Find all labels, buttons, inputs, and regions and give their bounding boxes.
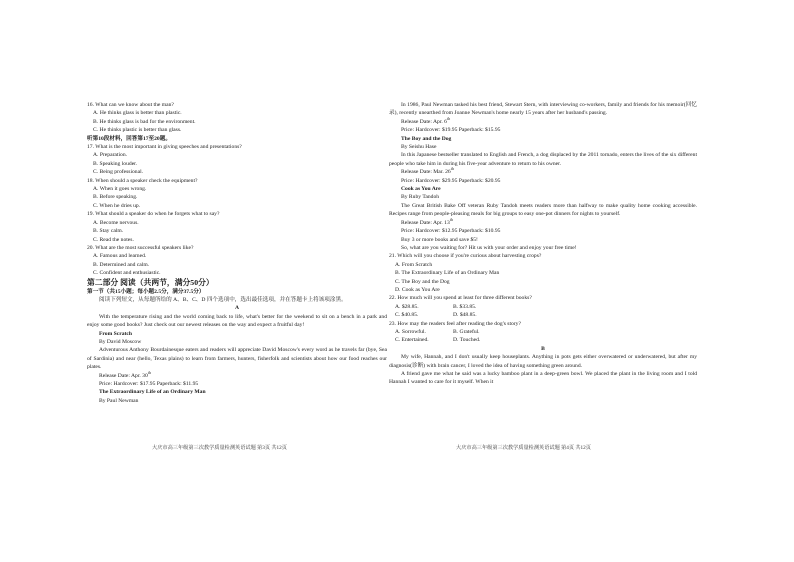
info-line: Release Date: Mar. 26th: [401, 166, 454, 176]
answer-option: B. He thinks glass is bad for the environment.: [93, 118, 196, 125]
info-line: Release Date: Apr. 6th: [401, 115, 451, 125]
book-title: The Extraordinary Life of an Ordinary Man: [99, 389, 206, 396]
question-stem: 16. What can we know about the man?: [87, 102, 174, 108]
answer-option: C. Being professional.: [93, 169, 144, 176]
book-title: From Scratch: [99, 330, 132, 337]
info-line: Price: Hardcover: $29.95 Paperback: $20.95: [401, 177, 501, 184]
answer-option: C. The Boy and the Dog: [395, 278, 450, 285]
answer-option: A. Become nervous.: [93, 219, 139, 226]
info-line: By David Moscow: [99, 338, 142, 345]
answer-option-row: [389, 303, 697, 311]
info-line: So, what are you waiting for? Hit us with your order and enjoy your free time!: [401, 244, 577, 251]
answer-option: C. $40.85.: [395, 312, 419, 319]
info-line: Release Date: Apr. 30th: [99, 369, 151, 379]
answer-option: A. Preparation.: [93, 152, 128, 159]
section-instruction: 听第10段材料，回答第17至20题。: [87, 135, 171, 142]
answer-option: D. Cook as You Are: [395, 286, 440, 293]
paragraph: A friend gave me what he said was a lucky bamboo plant in a deep-green bowl. We placed the plant in the living room and I told Hannah I wanted to care for it myself. When it: [389, 371, 697, 386]
paragraph: My wife, Hannah, and I don't usually keep houseplants. Anything in pots gets either overwatered or underwatered, but after my diagnosis(诊断) with brain cancer, I loved the idea of having something green around.: [389, 354, 697, 369]
paragraph: In this Japanese bestseller translated to English and French, a dog displaced by the 2011 tornado, enters the lives of the six different people who take him in during his five-year adventure to return to his owner.: [389, 152, 697, 167]
answer-option: C. Entertained.: [395, 337, 429, 344]
answer-option: B. The Extraordinary Life of an Ordinary Man: [395, 270, 500, 277]
paragraph: 阅读下列短文，从每题所给的 A、B、C、D 四个选项中，选出最佳选项，并在答题卡上将该项涂黑。: [99, 296, 347, 303]
book-title: Cook as You Are: [401, 186, 441, 193]
answer-option: A. When it goes wrong.: [93, 186, 147, 193]
left-page-footer: 大庆市高三年级第三次教学质量检测英语试题 第3页 共12页: [152, 445, 287, 451]
answer-option: C. He thinks plastic is better than glass.: [93, 127, 182, 134]
part-heading: 第二部分 阅读（共两节，满分50分）: [87, 277, 214, 287]
info-line: Buy 3 or more books and save $5!: [401, 236, 478, 243]
question-stem: 23. How may the readers feel after reading the dog's story?: [389, 320, 521, 327]
answer-option: B. $33.85.: [453, 303, 477, 310]
answer-option: C. When he dries up.: [93, 202, 141, 209]
answer-option: A. Famous and learned.: [93, 253, 147, 260]
info-line: By Ruby Tandoh: [401, 194, 440, 201]
left-page-column: [87, 101, 387, 405]
passage-label: B: [541, 345, 545, 352]
question-stem: 19. What should a speaker do when he forgets what to say?: [87, 211, 220, 218]
section-instruction: 第一节（共15小题；每小题2.5分，满分37.5分）: [87, 288, 205, 295]
answer-option-row: [389, 311, 697, 319]
answer-option: B. Speaking louder.: [93, 160, 138, 167]
book-title: The Boy and the Dog: [401, 135, 452, 142]
answer-option: A. Sorrowful.: [395, 328, 426, 335]
answer-option: A. From Scratch: [395, 261, 433, 268]
answer-option: C. Confident and enthusiastic.: [93, 270, 161, 277]
info-line: Release Date: Apr. 13th: [401, 216, 453, 226]
paragraph: In 1986, Paul Newman tasked his best friend, Stewart Stern, with interviewing co-workers, family and friends for his memoir(回忆录), recently unearthed from Joanne Newman's home nearly 15 years after her husband's passing.: [389, 102, 697, 117]
question-stem: 22. How much will you spend at least for three different books?: [389, 295, 532, 302]
question-stem: 20. What are the most successful speakers like?: [87, 244, 194, 251]
answer-option-row: [389, 336, 697, 344]
paragraph: The Great British Bake Off veteran Ruby Tandoh meets readers more than halfway to make quality home cooking accessible. Recipes range from people-pleasing meals for big groups to easy one-pot dinners for nights to yourself.: [389, 202, 697, 218]
answer-option: C. Read the notes.: [93, 236, 134, 243]
right-page-column: [389, 101, 697, 387]
answer-option: D. Touched.: [453, 337, 481, 344]
info-line: Price: Hardcover: $12.95 Paperback: $10.95: [401, 228, 501, 235]
answer-option: A. He thinks glass is better than plastic.: [93, 110, 182, 117]
paragraph: Adventurous Anthony Bourdainesque eaters and readers will appreciate David Moscow's every word as he travels far (bye, Sea of Sardinia) and near (hello, Texas plains) to learn from farmers, hunters, fisherfolk and scientists about how our food reaches our plates.: [87, 347, 387, 371]
paragraph: With the temperature rising and the world coming back to life, what's better for the weekend to sit on a bench in a park and enjoy some good books? Just check out our newest releases on the way and expect a fruitful day!: [87, 313, 387, 329]
answer-option-row: [389, 328, 697, 336]
info-line: By Seishu Hase: [401, 144, 437, 151]
info-line: Price: Hardcover: $19.95 Paperback: $15.95: [401, 127, 501, 134]
answer-option: B. Before speaking.: [93, 194, 138, 201]
answer-option: B. Determined and calm.: [93, 261, 150, 268]
question-stem: 18. When should a speaker check the equipment?: [87, 177, 198, 184]
question-stem: 21. Which will you choose if you're curious about harvesting crops?: [389, 253, 542, 260]
answer-option: B. Stay calm.: [93, 228, 124, 235]
answer-option: B. Grateful.: [453, 328, 480, 335]
info-line: By Paul Newman: [99, 397, 139, 404]
answer-option: A. $28.85.: [395, 303, 419, 310]
question-stem: 17. What is the most important in giving speeches and presentations?: [87, 144, 242, 151]
passage-label: A: [234, 305, 240, 312]
right-page-footer: 大庆市高三年级第三次教学质量检测英语试题 第4页 共12页: [456, 445, 591, 451]
answer-option: D. $48.85.: [453, 312, 477, 319]
info-line: Price: Hardcover: $17.95 Paperback: $11.95: [99, 381, 199, 387]
